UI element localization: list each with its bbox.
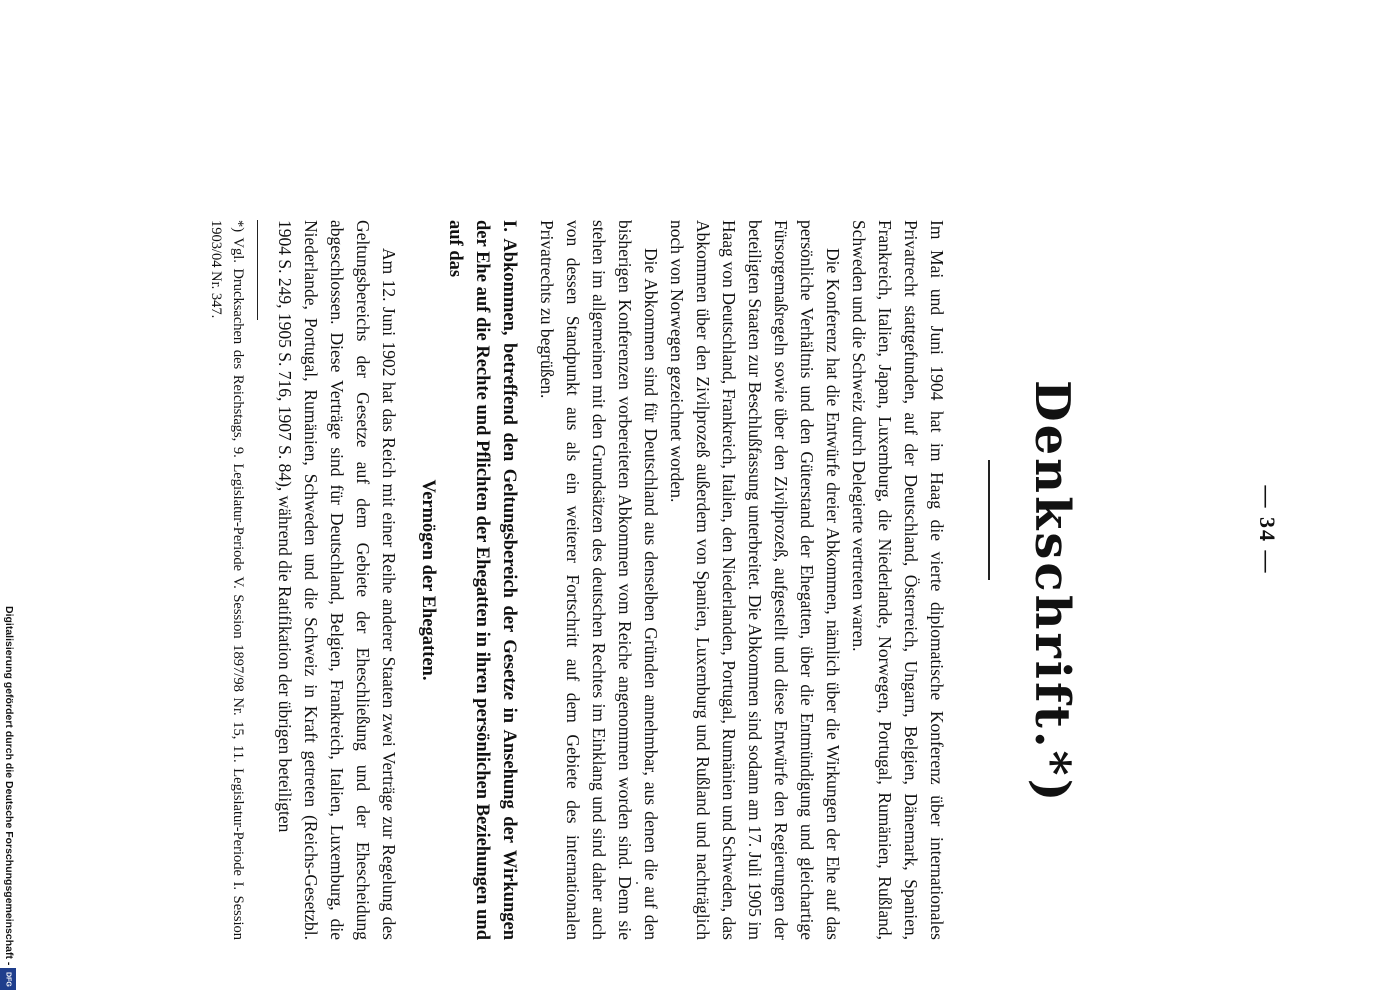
page-number: — 34 — <box>1255 485 1280 575</box>
document-body <box>205 220 950 940</box>
footnote-divider <box>257 220 258 320</box>
footnote: *) Vgl. Drucksachen des Reichstags, 9. Legislatur-Periode V. Session 1897/98 Nr. 15, 11. Legislatur-Periode I. Session 1903/04 Nr. 347. <box>208 220 246 940</box>
paragraph-conference: Die Konferenz hat die Entwürfe dreier Abkommen, nämlich über die Wirkungen der Ehe auf das persönliche Verhältnis und den Güterstand der Ehegatten, über die Entmündigung und gleichartige Fürsorgemaßregeln sowie über den Zivilprozeß, aufgestellt und diese Entwürfe den Regierungen der beteiligten Staaten zur Beschlußfassung unterbreitet. Die Abkommen sind sodann am 17. Juli 1905 im Haag von Deutschland, Frankreich, Italien, den Niederlanden, Portugal, Rumänien und Schweden, das Abkommen über den Zivilprozeß außerdem von Spanien, Luxemburg und Rußland und nachträglich noch von Norwegen gezeichnet worden. <box>667 220 843 940</box>
digitization-credit-text: Digitalisierung gefördert durch die Deutsche Forschungsgemeinschaft - <box>3 606 15 966</box>
scan-speck <box>636 882 638 884</box>
dfg-logo-icon: DFG <box>0 968 16 990</box>
paragraph-section-one: Am 12. Juni 1902 hat das Reich mit einer Reihe anderer Staaten zwei Verträge zur Regelung des Geltungsbereichs der Gesetze auf dem Gebiete der Eheschließung und der Ehescheidung abgeschlossen. Diese Verträge sind für Deutschland, Belgien, Frankreich, Italien, Luxemburg, die Niederlande, Portugal, Rumänien, Schweden und die Schweiz in Kraft getreten (Reichs-Gesetzbl. 1904 S. 249, 1905 S. 716, 1907 S. 84), während die Ratifikation der übrigen beteiligten <box>275 220 399 940</box>
section-heading <box>414 220 522 940</box>
section-heading-main: I. Abkommen, betreffend den Geltungsbereich der Gesetze in Ansehung der Wirkungen der Ehe auf die Rechte und Pflichten der Ehegatten in ihren persönlichen Beziehungen und auf das <box>445 220 519 940</box>
rotated-document-page <box>140 180 1280 940</box>
paragraph-intro: Im Mai und Juni 1904 hat im Haag die vierte diplomatische Konferenz über internationales Privatrecht stattgefunden, auf der Deutschland, Österreich, Ungarn, Belgien, Dänemark, Spanien, Frankreich, Italien, Japan, Luxemburg, die Niederlande, Norwegen, Portugal, Rumänien, Rußland, Schweden und die Schweiz durch Delegierte vertreten waren. <box>849 220 947 940</box>
section-heading-end: Vermögen der Ehegatten. <box>418 479 438 681</box>
paragraph-agreements: Die Abkommen sind für Deutschland aus denselben Gründen annehmbar, aus denen die auf den bisherigen Konferenzen vorbereiteten Abkommen vom Reiche angenommen worden sind. Denn sie stehen im allgemeinen mit den Grundsätzen des deutschen Rechtes im Einklang und sind daher auch von dessen Standpunkt aus als ein weiterer Fortschritt auf dem Gebiete des internationalen Privatrechts zu begrüßen. <box>537 220 661 940</box>
title-divider <box>988 460 990 580</box>
page-title: Denkschrift.*) <box>1024 380 1080 805</box>
digitization-credit <box>2 606 16 996</box>
